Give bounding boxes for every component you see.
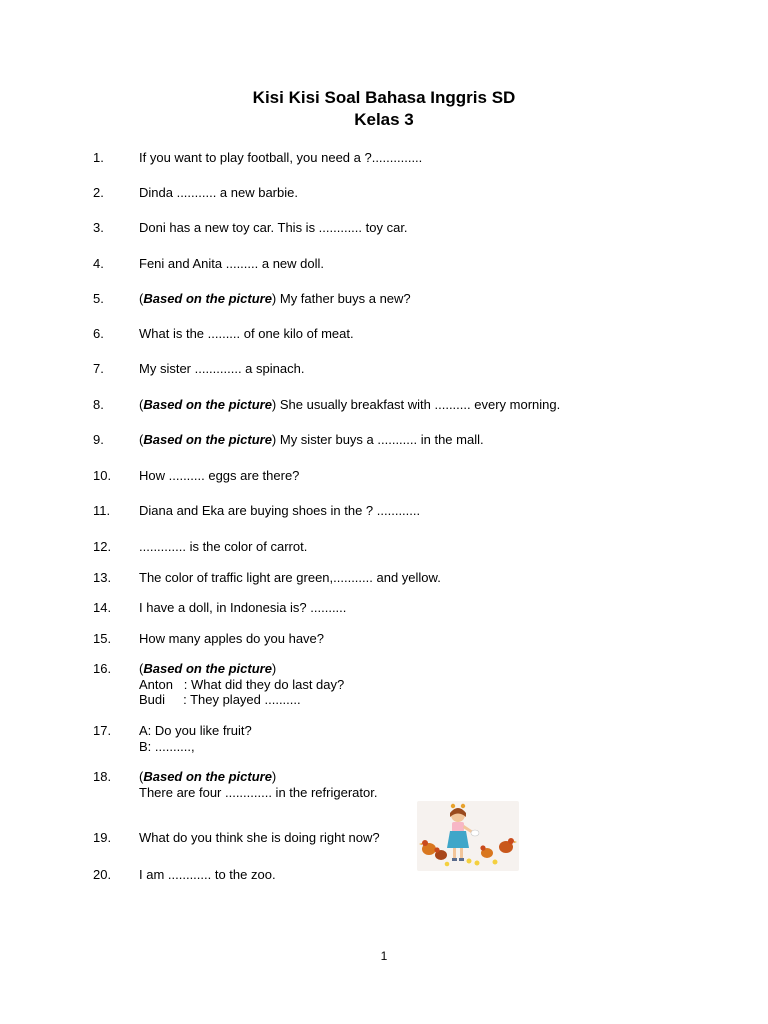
question-line [139,185,659,201]
question-text [139,539,659,555]
question-number: 6. [93,326,104,341]
question-prefix: ( [139,432,144,447]
question-line [139,830,659,846]
question-prefix: ( [139,661,144,676]
question-line [139,769,659,785]
question-body: Doni has a new toy car. This is ............ toy car. [139,220,408,235]
based-on-picture-label: Based on the picture [143,432,272,447]
document-subtitle: Kelas 3 [354,110,414,129]
question-line [139,600,659,616]
question-extra-line: B: .........., [139,738,195,754]
question-line [139,397,659,413]
question-line [139,361,659,377]
question-line [139,661,659,677]
question-line [139,256,659,272]
question-body: What do you think she is doing right now? [139,830,380,845]
question-number: 4. [93,256,104,271]
question-body: ) She usually breakfast with .......... every morning. [271,397,561,412]
question-text [139,867,659,883]
question-body: How many apples do you have? [139,631,325,646]
question-text [139,503,659,519]
question-number: 10. [93,468,112,483]
question-number: 12. [93,539,112,554]
question-prefix: ( [139,291,144,306]
question-text [139,631,659,647]
question-text [139,361,659,377]
document-title: Kisi Kisi Soal Bahasa Inggris SD [252,88,516,107]
question-line [139,723,659,739]
question-line [139,503,659,519]
question-text [139,432,659,448]
question-text [139,661,659,708]
question-body: ) My sister buys a ........... in the mall. [271,432,484,447]
question-text [139,256,659,272]
question-text [139,220,659,236]
question-text [139,468,659,484]
question-number: 16. [93,661,112,676]
question-line [139,539,659,555]
question-prefix: ( [139,769,144,784]
based-on-picture-label: Based on the picture [143,397,272,412]
question-body: What is the ......... of one kilo of meat. [139,326,354,341]
question-text [139,830,659,846]
question-number: 11. [93,503,111,518]
question-line [139,291,659,307]
question-text [139,397,659,413]
question-text [139,769,659,800]
question-text [139,185,659,201]
question-body: My sister ............. a spinach. [139,361,305,376]
question-body: I have a doll, in Indonesia is? .......... [139,600,347,615]
question-body: A: Do you like fruit? [139,723,252,738]
girl-with-chickens-illustration [417,801,519,871]
question-number: 7. [93,361,104,376]
based-on-picture-label: Based on the picture [143,769,272,784]
question-line [139,150,659,166]
question-body: Feni and Anita ......... a new doll. [139,256,324,271]
question-line [139,220,659,236]
question-number: 20. [93,867,112,882]
question-number: 14. [93,600,112,615]
question-body: How .......... eggs are there? [139,468,300,483]
question-prefix: ( [139,397,144,412]
question-number: 18. [93,769,112,784]
question-body: Dinda ........... a new barbie. [139,185,298,200]
page-number: 1 [380,949,388,963]
question-number: 15. [93,631,112,646]
question-number: 19. [93,830,112,845]
question-number: 13. [93,570,112,585]
question-text [139,600,659,616]
question-text [139,570,659,586]
question-body: ............. is the color of carrot. [139,539,308,554]
question-text [139,326,659,342]
question-number: 2. [93,185,104,200]
question-number: 17. [93,723,112,738]
question-text [139,150,659,166]
question-body: ) My father buys a new? [271,291,411,306]
based-on-picture-label: Based on the picture [143,291,272,306]
question-text [139,291,659,307]
question-extra-line: Budi : They played .......... [139,692,301,707]
question-body: If you want to play football, you need a ?.............. [139,150,423,165]
question-number: 3. [93,220,104,235]
based-on-picture-label: Based on the picture [143,661,272,676]
question-line [139,570,659,586]
question-body: The color of traffic light are green,........... and yellow. [139,570,441,585]
question-line [139,867,659,883]
question-extra-line: Anton : What did they do last day? [139,676,345,692]
question-line [139,631,659,647]
question-extra-line: There are four ............. in the refrigerator. [139,784,378,800]
question-number: 5. [93,291,104,306]
question-body: ) [271,661,277,676]
question-body: ) [271,769,277,784]
question-line [139,468,659,484]
question-body: I am ............ to the zoo. [139,867,276,882]
question-body: Diana and Eka are buying shoes in the ? ............ [139,503,421,518]
question-line [139,326,659,342]
question-number: 9. [93,432,104,447]
question-text [139,723,659,754]
question-number: 8. [93,397,104,412]
question-number: 1. [93,150,104,165]
question-line [139,432,659,448]
